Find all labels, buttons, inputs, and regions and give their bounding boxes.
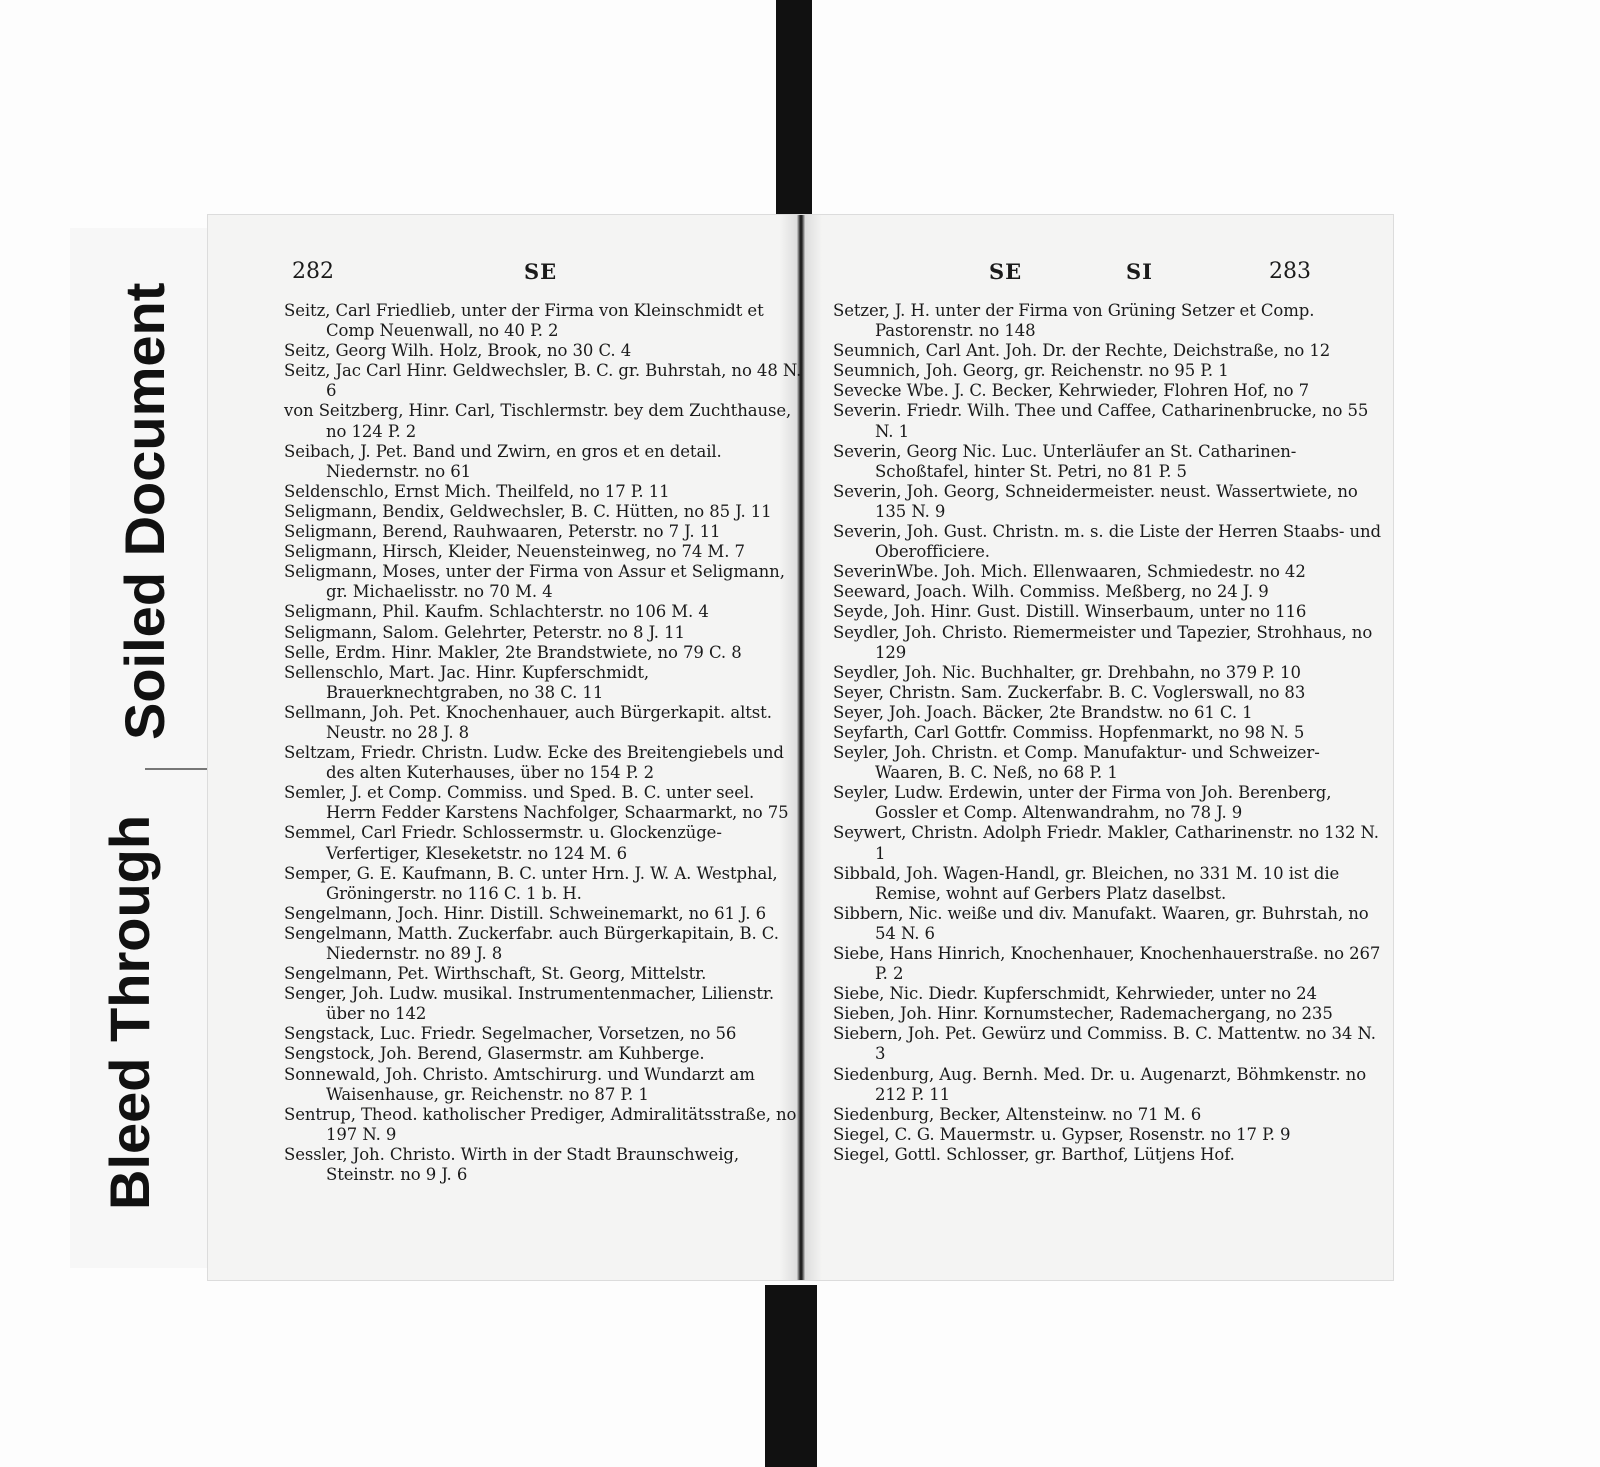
directory-entry: Siegel, Gottl. Schlosser, gr. Barthof, Lütjens Hof. [833,1144,1235,1164]
directory-entry: Sibbern, Nic. weiße und div. Manufakt. Waaren, gr. Buhrstah, no 54 N. 6 [833,903,1369,943]
directory-entry: Siebern, Joh. Pet. Gewürz und Commiss. B. C. Mattentw. no 34 N. 3 [833,1024,1376,1064]
directory-entry: Seydler, Joh. Nic. Buchhalter, gr. Drehbahn, no 379 P. 10 [833,662,1301,682]
directory-entry: Seyer, Christn. Sam. Zuckerfabr. B. C. Voglerswall, no 83 [833,682,1306,702]
directory-entry: Siegel, C. G. Mauermstr. u. Gypser, Rosenstr. no 17 P. 9 [833,1124,1291,1144]
label-soiled-document: Soiled Document [113,282,176,740]
running-head-left: SE [989,259,1023,284]
directory-entry: von Seitzberg, Hinr. Carl, Tischlermstr. bey dem Zuchthause, no 124 P. 2 [284,401,792,441]
directory-entry: Sengelmann, Pet. Wirthschaft, St. Georg, Mittelstr. [284,964,707,984]
directory-entry: Seyler, Joh. Christn. et Comp. Manufaktur- und Schweizer-Waaren, B. C. Neß, no 68 P. 1 [833,743,1320,783]
directory-entry: Sellmann, Joh. Pet. Knochenhauer, auch Bürgerkapit. altst. Neustr. no 28 J. 8 [284,702,772,742]
directory-entry: Seibach, J. Pet. Band und Zwirn, en gros et en detail. Niedernstr. no 61 [284,441,722,481]
left-page-header [228,259,808,289]
directory-entry: Sengelmann, Joch. Hinr. Distill. Schweinemarkt, no 61 J. 6 [284,903,766,923]
label-divider [145,768,215,770]
directory-entry: Sengstack, Luc. Friedr. Segelmacher, Vorsetzen, no 56 [284,1024,737,1044]
entry-list [284,301,808,1185]
directory-entry: SeverinWbe. Joh. Mich. Ellenwaaren, Schmiedestr. no 42 [833,562,1306,582]
entry-list [833,301,1383,1165]
running-head-right: SI [1126,259,1153,284]
left-page [228,215,808,1280]
directory-entry: Seywert, Christn. Adolph Friedr. Makler, Catharinenstr. no 132 N. 1 [833,823,1379,863]
directory-entry: Sengstock, Joh. Berend, Glasermstr. am Kuhberge. [284,1044,705,1064]
directory-entry: Seligmann, Bendix, Geldwechsler, B. C. Hütten, no 85 J. 11 [284,501,772,521]
running-head: SE [524,259,558,284]
directory-entry: Semper, G. E. Kaufmann, B. C. unter Hrn. J. W. A. Westphal, Gröningerstr. no 116 C. 1 b. H. [284,863,778,903]
directory-entry: Seligmann, Hirsch, Kleider, Neuensteinweg, no 74 M. 7 [284,542,745,562]
directory-entry: Seldenschlo, Ernst Mich. Theilfeld, no 17 P. 11 [284,481,670,501]
open-book [208,215,1393,1280]
binding-top [776,0,812,222]
directory-entry: Sevecke Wbe. J. C. Becker, Kehrwieder, Flohren Hof, no 7 [833,381,1310,401]
directory-entry: Sessler, Joh. Christo. Wirth in der Stadt Braunschweig, Steinstr. no 9 J. 6 [284,1144,739,1185]
directory-entry: Siebe, Nic. Diedr. Kupferschmidt, Kehrwieder, unter no 24 [833,984,1317,1004]
directory-entry: Siebe, Hans Hinrich, Knochenhauer, Knochenhauerstraße. no 267 P. 2 [833,944,1381,984]
directory-entry: Sellenschlo, Mart. Jac. Hinr. Kupferschmidt, Brauerknechtgraben, no 38 C. 11 [284,662,650,702]
directory-entry: Seyler, Ludw. Erdewin, unter der Firma von Joh. Berenberg, Gossler et Comp. Altenwandrahm, no 78 J. 9 [833,783,1332,823]
directory-entry: Semmel, Carl Friedr. Schlossermstr. u. Glockenzüge-Verfertiger, Kleseketstr. no 124 M. 6 [284,823,722,863]
directory-entry: Seumnich, Joh. Georg, gr. Reichenstr. no 95 P. 1 [833,361,1229,381]
directory-entry: Seligmann, Berend, Rauhwaaren, Peterstr. no 7 J. 11 [284,522,721,542]
directory-entry: Semler, J. et Comp. Commiss. und Sped. B. C. unter seel. Herrn Fedder Karstens Nachfolger, Schaarmarkt, no 75 [284,783,789,823]
directory-entry: Siedenburg, Becker, Altensteinw. no 71 M. 6 [833,1104,1202,1124]
directory-entry: Severin. Friedr. Wilh. Thee und Caffee, Catharinenbrucke, no 55 N. 1 [833,401,1369,441]
directory-entry: Seitz, Jac Carl Hinr. Geldwechsler, B. C. gr. Buhrstah, no 48 N. 6 [284,361,802,401]
directory-entry: Seligmann, Phil. Kaufm. Schlachterstr. no 106 M. 4 [284,602,709,622]
directory-entry: Seeward, Joach. Wilh. Commiss. Meßberg, no 24 J. 9 [833,582,1269,602]
directory-entry: Seitz, Georg Wilh. Holz, Brook, no 30 C. 4 [284,341,632,361]
page-number: 282 [292,259,334,284]
directory-entry: Seydler, Joh. Christo. Riemermeister und Tapezier, Strohhaus, no 129 [833,622,1373,662]
directory-entry: Setzer, J. H. unter der Firma von Grüning Setzer et Comp. Pastorenstr. no 148 [833,301,1315,341]
directory-entry: Sentrup, Theod. katholischer Prediger, Admiralitätsstraße, no 197 N. 9 [284,1104,797,1144]
directory-entry: Selle, Erdm. Hinr. Makler, 2te Brandstwiete, no 79 C. 8 [284,642,742,662]
directory-entry: Sibbald, Joh. Wagen-Handl, gr. Bleichen, no 331 M. 10 ist die Remise, wohnt auf Gerbers Platz daselbst. [833,863,1340,903]
directory-entry: Severin, Joh. Gust. Christn. m. s. die Liste der Herren Staabs- und Oberofficiere. [833,522,1382,562]
directory-entry: Seltzam, Friedr. Christn. Ludw. Ecke des Breitengiebels und des alten Kuterhauses, über no 154 P. 2 [284,743,784,783]
directory-entry: Sonnewald, Joh. Christo. Amtschirurg. und Wundarzt am Waisenhause, gr. Reichenstr. no 87 P. 1 [284,1064,755,1104]
directory-entry: Seitz, Carl Friedlieb, unter der Firma von Kleinschmidt et Comp Neuenwall, no 40 P. 2 [284,301,764,341]
binding-bottom [765,1285,817,1467]
right-page-header [813,259,1383,289]
directory-entry: Senger, Joh. Ludw. musikal. Instrumentenmacher, Lilienstr. über no 142 [284,984,774,1024]
directory-entry: Severin, Georg Nic. Luc. Unterläufer an St. Catharinen-Schoßtafel, hinter St. Petri, no 81 P. 5 [833,441,1297,481]
directory-entry: Sieben, Joh. Hinr. Kornumstecher, Rademachergang, no 235 [833,1004,1333,1024]
directory-entry: Seligmann, Salom. Gelehrter, Peterstr. no 8 J. 11 [284,622,685,642]
directory-entry: Seyfarth, Carl Gottfr. Commiss. Hopfenmarkt, no 98 N. 5 [833,722,1305,742]
directory-entry: Severin, Joh. Georg, Schneidermeister. neust. Wassertwiete, no 135 N. 9 [833,481,1358,521]
directory-entry: Seumnich, Carl Ant. Joh. Dr. der Rechte, Deichstraße, no 12 [833,341,1331,361]
directory-entry: Seligmann, Moses, unter der Firma von Assur et Seligmann, gr. Michaelisstr. no 70 M. 4 [284,562,785,602]
label-bleed-through: Bleed Through [98,814,161,1210]
directory-entry: Seyer, Joh. Joach. Bäcker, 2te Brandstw. no 61 C. 1 [833,702,1253,722]
page-number: 283 [1269,259,1311,284]
right-page [813,215,1383,1280]
directory-entry: Seyde, Joh. Hinr. Gust. Distill. Winserbaum, unter no 116 [833,602,1307,622]
directory-entry: Sengelmann, Matth. Zuckerfabr. auch Bürgerkapitain, B. C. Niedernstr. no 89 J. 8 [284,923,779,963]
directory-entry: Siedenburg, Aug. Bernh. Med. Dr. u. Augenarzt, Böhmkenstr. no 212 P. 11 [833,1064,1367,1104]
